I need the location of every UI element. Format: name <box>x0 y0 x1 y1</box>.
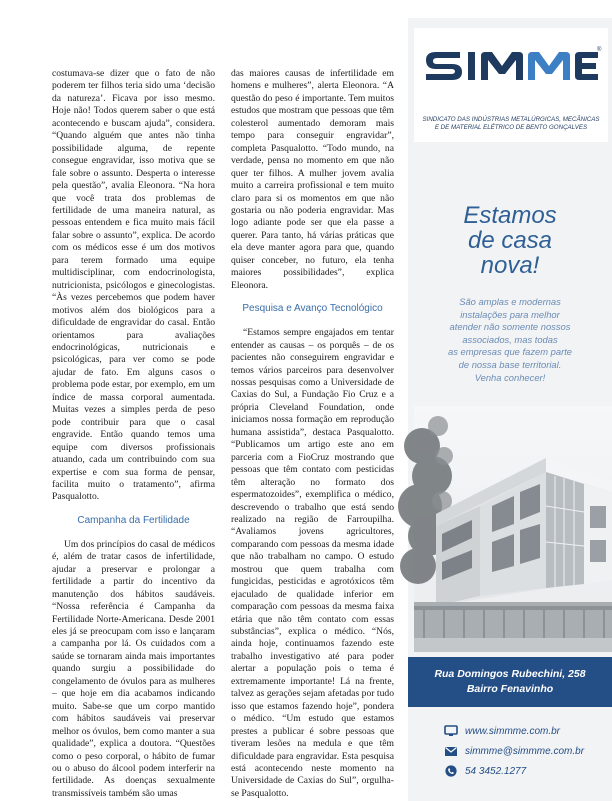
article-paragraph: Um dos princípios do casal de médicos é, além de tratar casos de infertilidade, ajudar a preservar e prolongar a fertilidade a partir do incentivo da manutenção dos hábitos saudáveis. “Nossa referência é Campanha da Fertilidade Norte-Americana. Desde 2001 eles já se preocupam com isso e lançaram a campanha por lá. Os cuidados com a saúde se tornaram ainda mais importantes quando surgiu a possibilidade do congelamento de óvulos para as mulheres – que hoje em dia acabamos indicando muito. Sabe-se que um corpo mantido com hábitos saudáveis vai preservar melhor os óvulos, bem como manter a sua qualidade”, explica a doutora. “Questões como o peso corporal, o hábito de fumar ou o abuso do álcool podem interferir na fertilidade. As doenças sexualmente transmissíveis também são umas <box>52 538 215 799</box>
subtext-line: São amplas e modernas <box>459 296 561 307</box>
envelope-icon <box>444 745 458 757</box>
section-heading-pesquisa: Pesquisa e Avanço Tecnológico <box>242 303 383 315</box>
subtext-line: associados, mas todas <box>462 333 558 345</box>
subtext-line: as empresas que fazem parte <box>447 346 573 358</box>
article-paragraph: das maiores causas de infertilidade em homens e mulheres”, alerta Eleonora. “A questão do peso é importante. Tem muitos estudos que mostram que pessoas que têm colesterol aumentado demoram mais tempo para conseguir engravidar”, completa Pasqualotto. “Todo mundo, na verdade, pensa no momento em que não quer ter filhos. A mulher jovem avalia muito a carreira profissional e tem muito claro para si os momentos em que não gostaria ou não poderia engravidar. Mas logo adiante pode ser que ela passe a querer. Para tanto, há várias práticas que ela deve manter agora para que, quando quiser conceber, no futuro, ela tenha maiores possibilidades”, explica Eleonora. <box>231 68 394 291</box>
subtext-line: de nossa base territorial. <box>458 358 562 370</box>
headline-line: de casa <box>467 227 553 254</box>
simme-logo-box <box>414 28 608 142</box>
address <box>408 667 612 697</box>
simme-logo <box>424 46 600 90</box>
subtext-line: atender não somente nossos <box>449 321 571 333</box>
address-neighborhood: Bairro Fenavinho <box>466 683 554 695</box>
section-heading-campanha: Campanha da Fertilidade <box>77 514 190 526</box>
headline-line: Estamos <box>463 202 557 229</box>
contact-email[interactable] <box>444 741 584 761</box>
article-paragraph: “Estamos sempre engajados em tentar entender as causas – os porquês – de os pacientes não conseguirem engravidar e temos vários parceiros para desenvolver nossas pesquisas como a Universidade de Caxias do Sul, a Fundação Fio Cruz e a própria Cleveland Foundation, onde iniciamos nossa formação em reprodução humana assistida”, destaca Pasqualotto. “Publicamos um artigo este ano em parceria com a FioCruz mostrando que pessoas que têm contato com pesticidas têm alteração no formato dos espermatozoides”, exemplifica o médico, descrevendo o trabalho que está sendo realizado na região de Farroupilha. “Avaliamos jovens agricultores, comparando com pessoas da mesma idade que não trabalham no campo. O estudo mostrou que quem trabalha com fungicidas, pesticidas e agrotóxicos têm ejaculado de qualidade inferior em comparação com pessoas da mesma faixa etária que não têm contato com essas substâncias”, explica o médico. “Nós, ainda hoje, continuamos fazendo este trabalho investigativo até para poder alertar a população pois o tema é extremamente importante! Lá na frente, talvez as gerações sejam afetadas por tudo isso que estamos fazendo hoje”, pondera o médico. “Um estudo que estamos prestes a publicar é sobre pessoas que tiveram lesões na medula e que têm dificuldade para engravidar. Esta pesquisa está acontecendo neste momento na Universidade de Caxias do Sul”, orgulha-se Pasqualotto. <box>231 327 394 799</box>
phone-icon <box>444 765 458 777</box>
contact-website[interactable] <box>444 721 584 741</box>
article-column-2 <box>231 68 394 800</box>
ad-top-strip <box>408 0 612 18</box>
article-paragraph: costumava-se dizer que o fato de não poderem ter filhos teria sido uma ‘decisão da natureza’. Ficava por isso mesmo. Hoje não! Todos querem saber o que está acontecendo e buscam ajuda”, considera. “Quando alguém que antes não tinha possibilidade alguma, de repente consegue engravidar, isso motiva que se fale sobre o assunto. Desperta o interesse pela questão”, avalia Eleonora. “Na hora que você trata dos problemas de fertilidade de uma maneira natural, as pessoas entendem e fica muito mais fácil falar sobre o assunto”, explica. De acordo com os médicos esse é um dos motivos para terem formado uma equipe multidisciplinar, com endocrinologista, nutricionista, psicólogos e ginecologistas. “Às vezes percebemos que podem haver motivos além dos biológicos para a dificuldade de engravidar do casal. Então orientamos para avaliações endocrinológicas, nutricionais e psicológicas, para ver como se pode ajudar de fato. Em alguns casos o problema pode estar, por exemplo, em um índice de massa corporal aumentada. Muitas vezes a simples perda de peso pode contribuir para que o casal engravide. Então quando temos uma equipe com diversos profissionais atuando, cada um contribuindo com sua expertise e com sua forma de pensar, facilita muito o tratamento”, afirma Pasqualotto. <box>52 68 215 503</box>
address-street: Rua Domingos Rubechini, 258 <box>434 668 586 680</box>
address-band <box>408 657 612 707</box>
phone-number[interactable]: 54 3452.1277 <box>465 765 527 777</box>
contact-list <box>444 721 584 781</box>
registered-mark: ® <box>597 47 602 53</box>
article-column-1 <box>52 68 215 800</box>
building-photo <box>414 406 612 652</box>
email-link[interactable]: simmme@simmme.com.br <box>465 745 585 757</box>
contact-phone[interactable] <box>444 761 584 781</box>
monitor-icon <box>444 725 458 737</box>
simme-advertisement <box>408 0 612 801</box>
logo-caption-line: E DE MATERIAL ELÉTRICO DE BENTO GONÇALVES <box>434 124 588 131</box>
logo-caption-line: SINDICATO DAS INDÚSTRIAS METALÚRGICAS, MECÂNICAS <box>422 116 600 123</box>
ad-headline <box>418 203 602 278</box>
logo-caption <box>420 116 602 132</box>
subtext-line: Venha conhecer! <box>474 371 546 383</box>
website-link[interactable]: www.simmme.com.br <box>465 725 561 737</box>
ad-subtext <box>422 296 598 384</box>
subtext-line: instalações para melhor <box>460 308 560 320</box>
headline-line: nova! <box>480 252 540 279</box>
